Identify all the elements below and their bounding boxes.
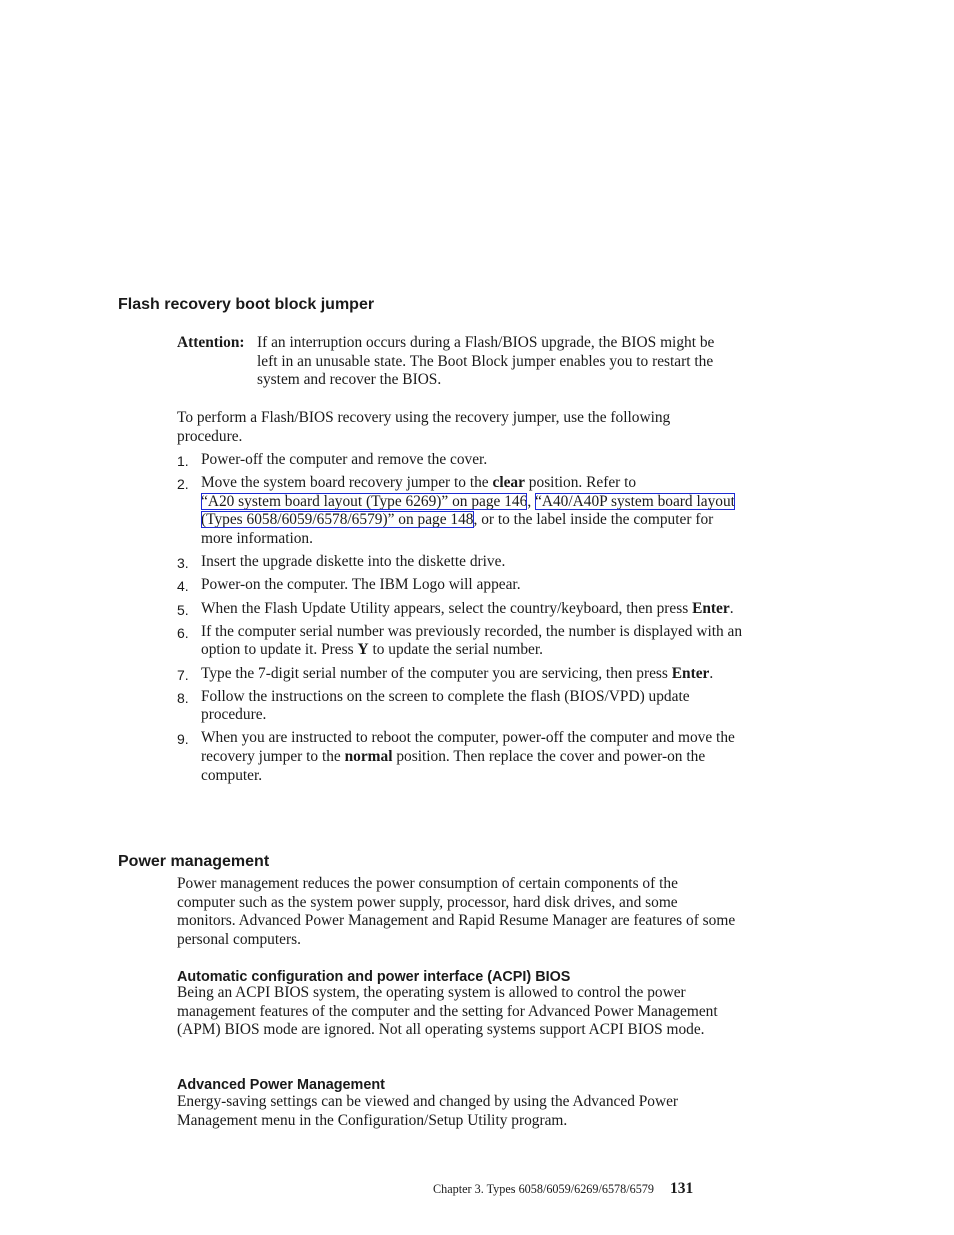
page-number: 131 [670, 1180, 694, 1197]
step-text: position. Then replace the cover and power-on the computer. [201, 748, 706, 784]
step-text: Follow the instructions on the screen to complete the flash (BIOS/VPD) update procedure. [201, 687, 690, 724]
page-footer [433, 1180, 733, 1199]
list-item [177, 553, 747, 572]
step-emphasis: clear [492, 474, 525, 492]
subsection-heading-acpi: Automatic configuration and power interface (ACPI) BIOS [177, 969, 571, 985]
step-text: Type the 7-digit serial number of the computer you are servicing, then press [201, 664, 672, 682]
step-text: When you are instructed to reboot the computer, power-off the computer and move the recovery jumper to the [201, 729, 735, 766]
list-item [177, 729, 747, 785]
attention-text: If an interruption occurs during a Flash/BIOS upgrade, the BIOS might be left in an unusable state. The Boot Block jumper enables you to restart the system and recover the BIOS. [257, 334, 715, 389]
link-separator: , [527, 492, 536, 510]
step-text: . [709, 664, 714, 682]
step-text: . [729, 599, 734, 617]
step-number: 7. [177, 666, 189, 683]
step-text: If the computer serial number was previously recorded, the number is displayed with an option to update it. Press [201, 622, 743, 659]
subsection-heading-apm: Advanced Power Management [177, 1077, 385, 1093]
power-management-paragraph: Power management reduces the power consumption of certain components of the computer such as the system power supply, processor, hard disk drives, and some monitors. Advanced Power Management and Rapid Resume Manager are features of some personal computers. [177, 875, 736, 948]
step-number: 9. [177, 731, 189, 748]
footer-chapter: Chapter 3. Types 6058/6059/6269/6578/6579 [433, 1182, 654, 1196]
step-number: 4. [177, 578, 189, 595]
step-number: 2. [177, 476, 189, 493]
step-number: 1. [177, 453, 189, 469]
step-number: 3. [177, 555, 189, 572]
step-emphasis: Enter [671, 664, 710, 682]
procedure-intro: To perform a Flash/BIOS recovery using the recovery jumper, use the following procedure. [177, 409, 671, 445]
step-emphasis: normal [344, 748, 393, 766]
link-a40-layout-continued[interactable]: (Types 6058/6059/6578/6579)” on page 148 [201, 511, 474, 529]
list-item [177, 600, 747, 619]
apm-paragraph: Energy-saving settings can be viewed and changed by using the Advanced Power Management menu in the Configuration/Setup Utility program. [177, 1093, 679, 1129]
step-text: to update the serial number. [368, 641, 543, 659]
step-text: Power-on the computer. The IBM Logo will appear. [201, 576, 521, 594]
step-text: Power-off the computer and remove the cover. [201, 451, 488, 468]
attention-note [177, 334, 737, 390]
link-a40-layout[interactable]: “A40/A40P system board layout [535, 492, 735, 510]
list-item [177, 474, 747, 548]
step-number: 5. [177, 601, 189, 618]
list-item [177, 576, 747, 595]
procedure-steps [177, 451, 747, 790]
step-text: position. Refer to [524, 474, 637, 492]
step-number: 8. [177, 689, 189, 706]
section-heading-power-management: Power management [118, 853, 270, 870]
step-number: 6. [177, 624, 189, 641]
attention-label: Attention: [177, 334, 245, 351]
step-text: When the Flash Update Utility appears, select the country/keyboard, then press [201, 599, 693, 617]
step-text: Move the system board recovery jumper to the [201, 474, 493, 492]
step-emphasis: Enter [692, 599, 730, 617]
list-item [177, 688, 747, 725]
step-emphasis: Y [357, 641, 369, 659]
step-text: , or to the label inside the computer for more information. [201, 511, 714, 547]
list-item [177, 665, 747, 684]
list-item [177, 451, 747, 470]
list-item [177, 623, 747, 660]
acpi-paragraph: Being an ACPI BIOS system, the operating system is allowed to control the power management features of the computer and the setting for Advanced Power Management (APM) BIOS mode are ignored. Not all operating systems support ACPI BIOS mode. [177, 984, 718, 1039]
section-heading-flash-recovery: Flash recovery boot block jumper [118, 296, 375, 313]
link-a20-layout[interactable]: “A20 system board layout (Type 6269)” on page 146 [201, 492, 528, 510]
step-text: Insert the upgrade diskette into the diskette drive. [201, 553, 506, 571]
